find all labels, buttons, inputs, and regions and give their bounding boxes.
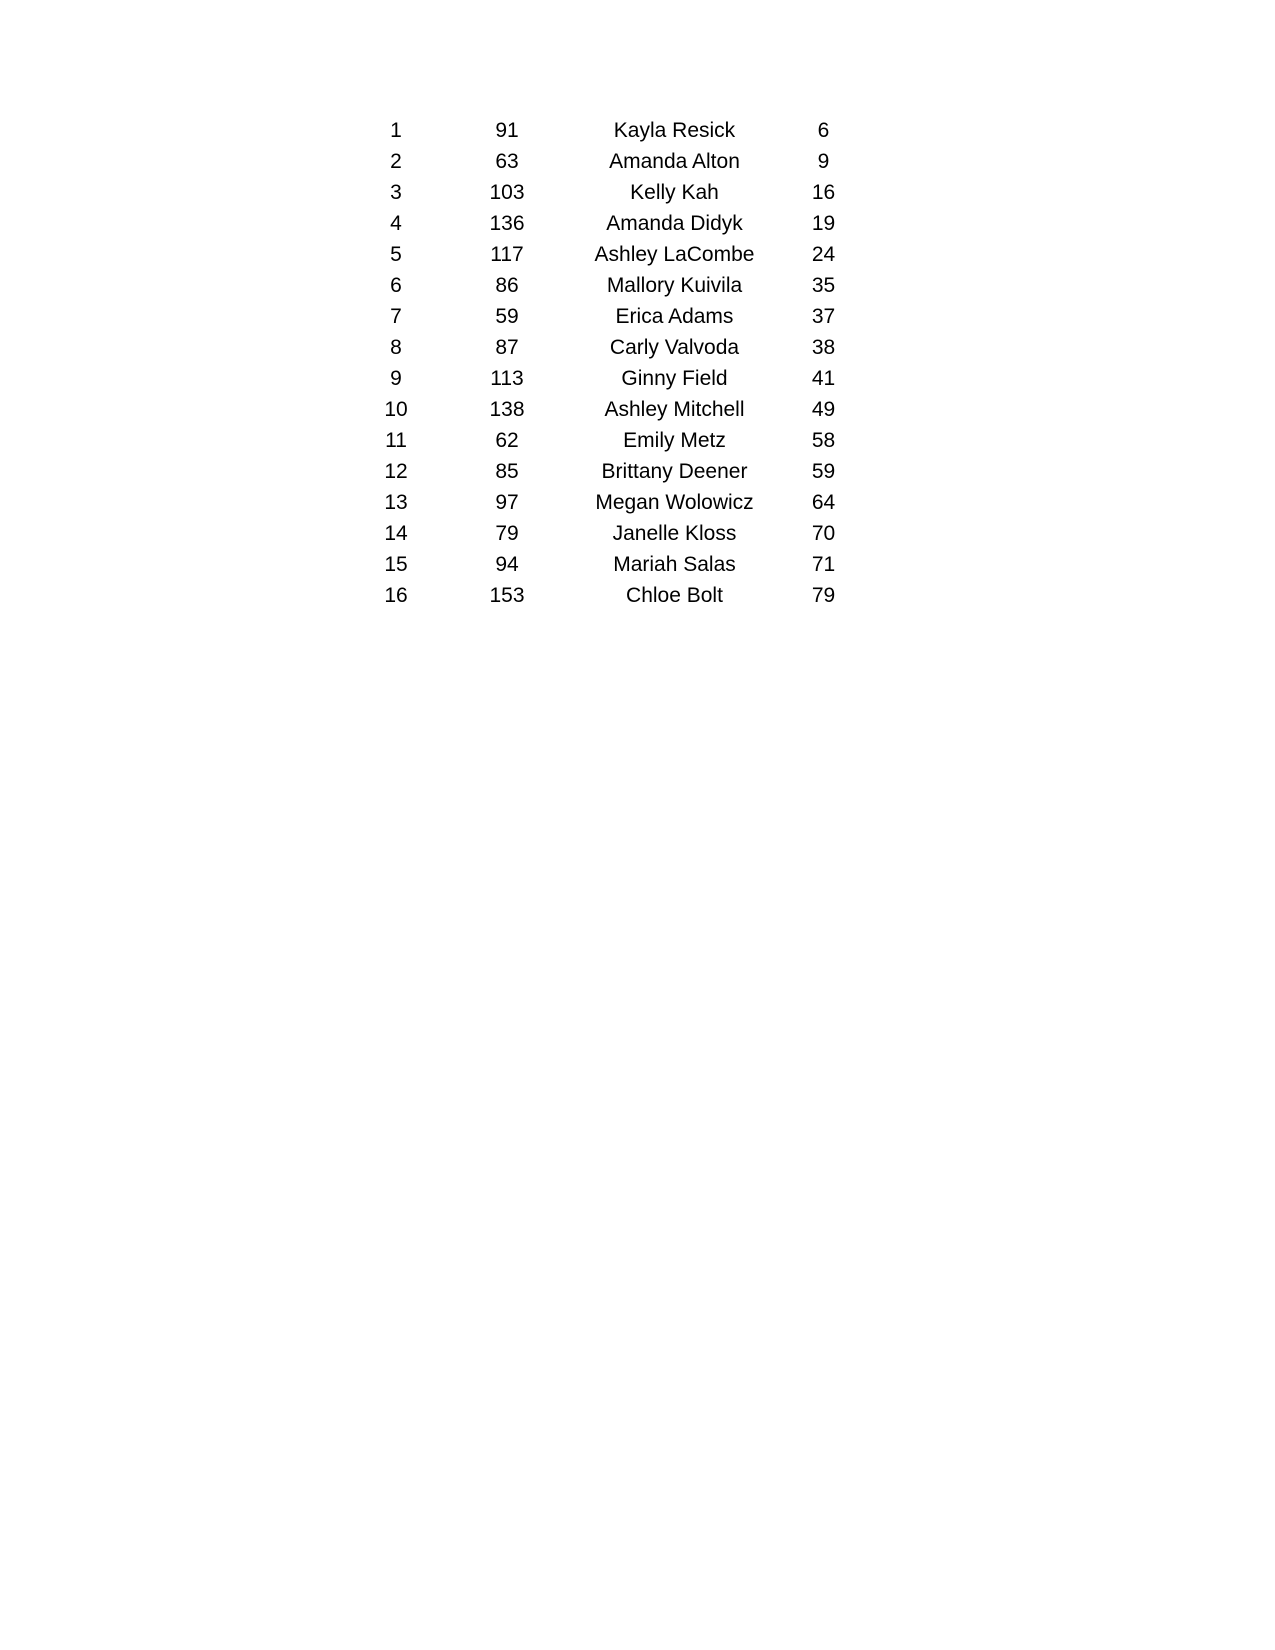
place-cell: 5 [390, 242, 402, 266]
name-cell: Brittany Deener [601, 459, 748, 483]
name-cell: Kayla Resick [613, 118, 736, 142]
score-cell: 71 [811, 552, 836, 576]
score-cell: 9 [817, 149, 830, 173]
place-cell: 2 [390, 149, 402, 173]
name-cell: Chloe Bolt [626, 583, 723, 607]
bib-cell: 138 [489, 397, 525, 421]
name-cell: Amanda Didyk [606, 211, 743, 235]
table-row [360, 518, 880, 549]
bib-cell: 87 [495, 335, 519, 359]
place-cell: 1 [390, 118, 402, 142]
score-cell: 16 [811, 180, 836, 204]
table-row [360, 394, 880, 425]
score-cell: 19 [811, 211, 836, 235]
bib-cell: 91 [495, 118, 519, 142]
table-row [360, 239, 880, 270]
place-cell: 16 [384, 583, 408, 607]
name-cell: Mallory Kuivila [606, 273, 743, 297]
place-cell: 9 [390, 366, 402, 390]
place-cell: 11 [385, 428, 407, 452]
place-cell: 13 [384, 490, 408, 514]
table-row [360, 487, 880, 518]
bib-cell: 94 [495, 552, 519, 576]
name-cell: Ashley Mitchell [604, 397, 745, 421]
bib-cell: 86 [495, 273, 519, 297]
bib-cell: 85 [495, 459, 519, 483]
score-cell: 6 [817, 118, 830, 142]
score-cell: 38 [811, 335, 836, 359]
bib-cell: 97 [495, 490, 519, 514]
score-cell: 35 [811, 273, 836, 297]
score-cell: 37 [811, 304, 836, 328]
score-cell: 79 [811, 583, 836, 607]
name-cell: Kelly Kah [630, 180, 719, 204]
table-row [360, 115, 880, 146]
bib-cell: 103 [489, 180, 525, 204]
name-cell: Megan Wolowicz [595, 490, 754, 514]
table-row [360, 146, 880, 177]
bib-cell: 136 [489, 211, 525, 235]
name-cell: Ginny Field [621, 366, 728, 390]
table-row [360, 363, 880, 394]
table-row [360, 549, 880, 580]
place-cell: 12 [384, 459, 408, 483]
bib-cell: 59 [495, 304, 519, 328]
score-cell: 49 [811, 397, 836, 421]
place-cell: 10 [384, 397, 408, 421]
table-row [360, 301, 880, 332]
place-cell: 3 [390, 180, 402, 204]
results-table [360, 115, 880, 611]
place-cell: 7 [390, 304, 402, 328]
score-cell: 64 [811, 490, 836, 514]
bib-cell: 113 [490, 366, 524, 390]
bib-cell: 62 [495, 428, 519, 452]
bib-cell: 63 [495, 149, 519, 173]
table-row [360, 208, 880, 239]
bib-cell: 117 [490, 242, 524, 266]
bib-cell: 79 [495, 521, 519, 545]
name-cell: Mariah Salas [613, 552, 736, 576]
results-table-body [360, 115, 880, 611]
place-cell: 6 [390, 273, 402, 297]
score-cell: 59 [811, 459, 836, 483]
place-cell: 14 [384, 521, 408, 545]
table-row [360, 456, 880, 487]
name-cell: Erica Adams [615, 304, 734, 328]
place-cell: 8 [390, 335, 402, 359]
table-row [360, 425, 880, 456]
score-cell: 58 [811, 428, 836, 452]
name-cell: Janelle Kloss [612, 521, 737, 545]
table-row [360, 580, 880, 611]
table-row [360, 177, 880, 208]
name-cell: Carly Valvoda [609, 335, 740, 359]
place-cell: 4 [390, 211, 402, 235]
place-cell: 15 [384, 552, 408, 576]
name-cell: Ashley LaCombe [594, 242, 755, 266]
score-cell: 41 [811, 366, 836, 390]
table-row [360, 332, 880, 363]
bib-cell: 153 [489, 583, 525, 607]
score-cell: 24 [811, 242, 836, 266]
score-cell: 70 [811, 521, 836, 545]
name-cell: Emily Metz [623, 428, 726, 452]
table-row [360, 270, 880, 301]
name-cell: Amanda Alton [609, 149, 740, 173]
